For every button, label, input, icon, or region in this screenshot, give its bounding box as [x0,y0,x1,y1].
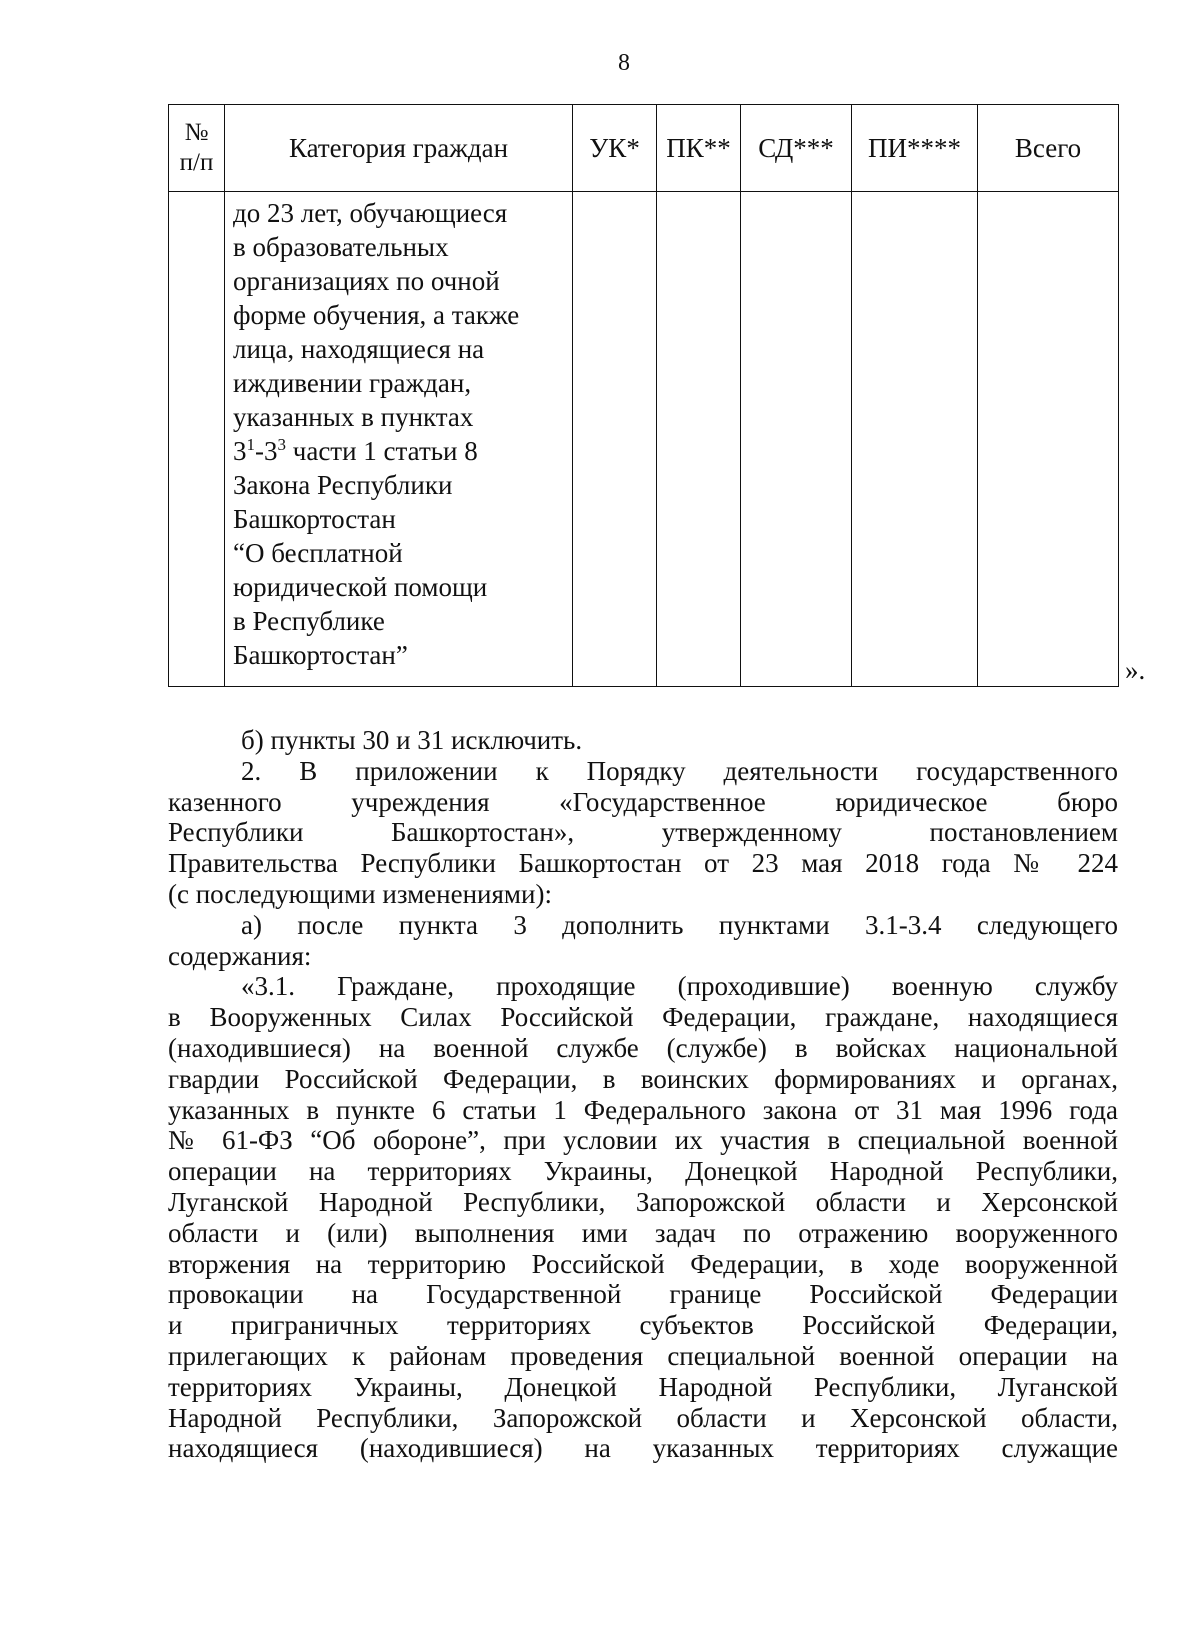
text-line: Луганской Народной Республики, Запорожской области и Херсонской [168,1186,1118,1217]
category-line: в образовательных [233,232,449,262]
text-line: в Вооруженных Силах Российской Федерации, граждане, находящиеся [168,1002,1118,1033]
text-line: «3.1. Граждане, проходящие (проходившие) военную службу [241,971,1118,1002]
pk-cell [657,192,741,687]
category-line: организациях по очной [233,266,500,296]
text-line: области и (или) выполнения ими задач по отражению вооруженного [168,1217,1118,1248]
category-line: указанных в пунктах [233,402,474,432]
text-line: операции на территориях Украины, Донецкой Народной Республики, [168,1156,1118,1187]
text-line: казенного учреждения «Государственное юридическое бюро [168,786,1118,817]
table-header-row [169,105,1119,192]
header-number: № п/п [169,105,225,192]
pi-cell [852,192,978,687]
text-line: прилегающих к районам проведения специальной военной операции на [168,1340,1118,1371]
text-line: содержания: [168,940,312,971]
header-category: Категория граждан [225,105,573,192]
header-pk: ПК** [657,105,741,192]
category-line: иждивении граждан, [233,368,472,398]
text-line: указанных в пункте 6 статьи 1 Федерального закона от 31 мая 1996 года [168,1094,1118,1125]
text-line: а) после пункта 3 дополнить пунктами 3.1-3.4 следующего [241,909,1118,940]
document-body [168,725,1118,1464]
header-total: Всего [978,105,1119,192]
text-line: гвардии Российской Федерации, в воинских формированиях и органах, [168,1063,1118,1094]
header-sd: СД*** [741,105,852,192]
category-line: до 23 лет, обучающиеся [233,198,508,228]
text-line: (с последующими изменениями): [168,878,552,909]
text-line: Республики Башкортостан», утвержденному постановлением [168,817,1118,848]
text-line: и приграничных территориях субъектов Российской Федерации, [168,1310,1118,1341]
category-line: Башкортостан” [233,640,408,670]
text-line: (находившиеся) на военной службе (службе) в войсках национальной [168,1032,1118,1063]
paragraph-a [168,910,1118,972]
page-number: 8 [618,50,630,76]
uk-cell [573,192,657,687]
table-row [169,192,1119,687]
total-cell [978,192,1119,687]
closing-quote-mark: ». [1125,655,1146,685]
category-line: форме обучения, а также [233,300,520,330]
category-line: Закона Республики [233,470,453,500]
category-line: $3^1-3^3$ части 1 статьи 8 [233,435,478,466]
category-cell [225,192,573,687]
text-line: вторжения на территорию Российской Федерации, в ходе вооруженной [168,1248,1118,1279]
sd-cell [741,192,852,687]
text-line: Правительства Республики Башкортостан от 23 мая 2018 года № 224 [168,848,1118,879]
category-line: “О бесплатной [233,538,403,568]
text-line: территориях Украины, Донецкой Народной Республики, Луганской [168,1371,1118,1402]
category-line: юридической помощи [233,572,488,602]
text-line: провокации на Государственной границе Российской Федерации [168,1279,1118,1310]
category-line: лица, находящиеся на [233,334,485,364]
text-line: находящиеся (находившиеся) на указанных территориях служащие [168,1433,1118,1464]
paragraph-b: б) пункты 30 и 31 исключить. [241,725,583,755]
citizen-category-table [168,104,1119,687]
category-line: в Республике [233,606,385,636]
category-line: Башкортостан [233,504,396,534]
header-pi: ПИ**** [852,105,978,192]
text-line: № 61-ФЗ “Об обороне”, при условии их участия в специальной военной [168,1125,1118,1156]
text-line: Народной Республики, Запорожской области и Херсонской области, [168,1402,1118,1433]
text-line: 2. В приложении к Порядку деятельности государственного [241,755,1118,786]
header-uk: УК* [573,105,657,192]
number-cell [169,192,225,687]
paragraph-2 [168,756,1118,910]
paragraph-3-1 [168,971,1118,1464]
